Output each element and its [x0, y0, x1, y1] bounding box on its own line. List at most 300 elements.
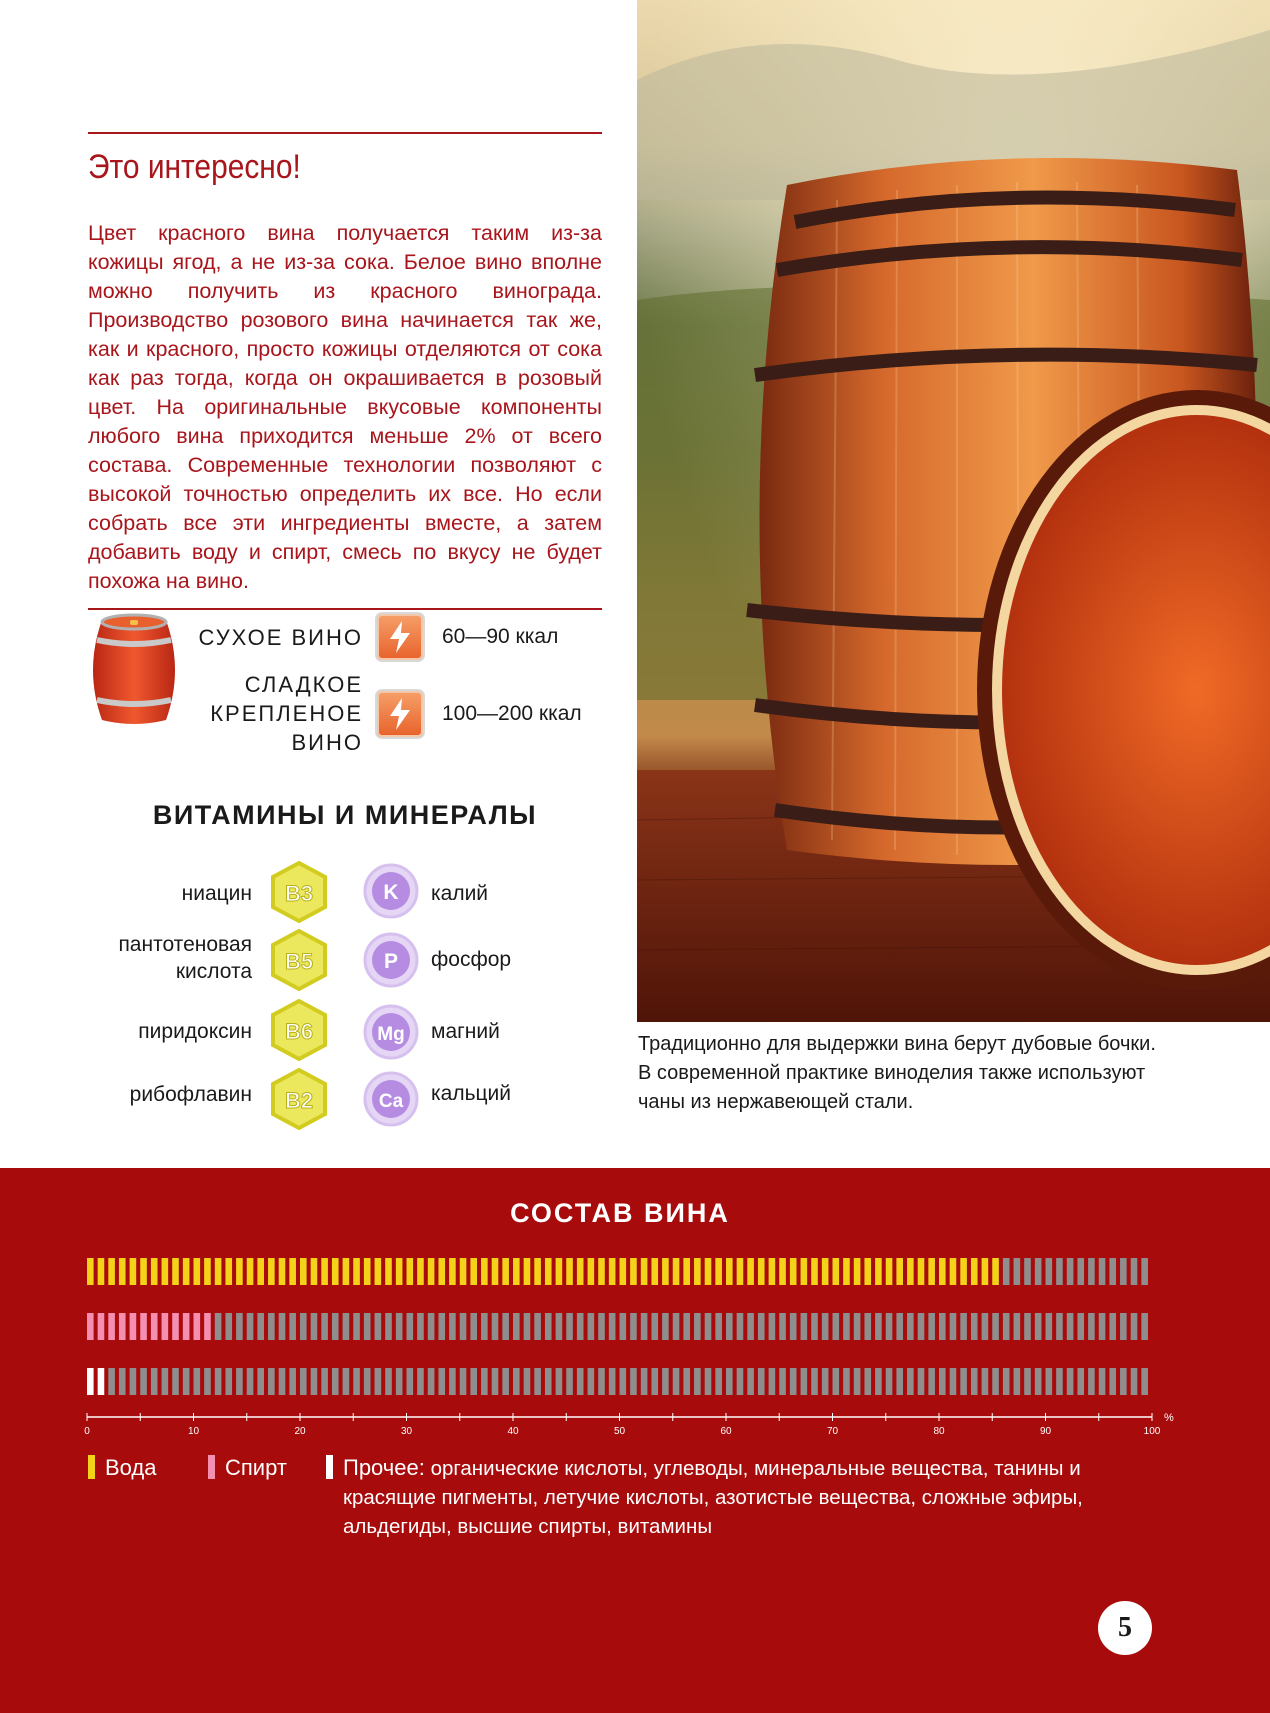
bar-segment-track [225, 1368, 232, 1395]
bar-segment-track [737, 1313, 744, 1340]
legend-other-description: органические кислоты, углеводы, минеральные вещества, танины и красящие пигменты, летучие кислоты, азотистые вещества, сложные эфиры, альдегиды, высшие спирты, витамины [343, 1457, 1083, 1538]
calorie-value: 100—200 ккал [442, 701, 582, 725]
bar-segment-track [982, 1313, 989, 1340]
bar-segment-track [524, 1313, 531, 1340]
bar-segment-track [822, 1368, 829, 1395]
bar-segment-filled [588, 1258, 595, 1285]
bar-segment-track [1109, 1258, 1116, 1285]
bar-segment-track [960, 1368, 967, 1395]
bar-segment-track [194, 1368, 201, 1395]
bar-segment-track [311, 1368, 318, 1395]
bar-segment-track [694, 1368, 701, 1395]
bar-segment-track [662, 1313, 669, 1340]
bar-segment-track [854, 1368, 861, 1395]
bar-segment-track [747, 1313, 754, 1340]
bar-segment-filled [630, 1258, 637, 1285]
bar-segment-filled [843, 1258, 850, 1285]
mineral-badge-p [362, 931, 420, 989]
bar-segment-track [769, 1368, 776, 1395]
bar-segment-track [1046, 1313, 1053, 1340]
bar-segment-filled [438, 1258, 445, 1285]
bar-segment-filled [183, 1258, 190, 1285]
bar-segment-track [1099, 1258, 1106, 1285]
bar-segment-track [130, 1368, 137, 1395]
bar-segment-filled [364, 1258, 371, 1285]
vitamin-badge-b6 [270, 999, 328, 1061]
bar-segment-filled [566, 1258, 573, 1285]
bar-segment-track [630, 1368, 637, 1395]
bar-segment-filled [332, 1258, 339, 1285]
bar-segment-filled [215, 1258, 222, 1285]
bar-segment-track [1056, 1258, 1063, 1285]
bar-segment-track [289, 1313, 296, 1340]
bar-segment-filled [449, 1258, 456, 1285]
bar-segment-filled [87, 1368, 94, 1395]
bar-segment-track [204, 1368, 211, 1395]
bar-segment-track [918, 1368, 925, 1395]
bar-segment-track [407, 1368, 414, 1395]
bar-segment-track [992, 1368, 999, 1395]
vitamins-title: ВИТАМИНЫ И МИНЕРАЛЫ [152, 800, 538, 830]
bar-segment-track [907, 1313, 914, 1340]
bar-segment-filled [343, 1258, 350, 1285]
bar-segment-track [758, 1368, 765, 1395]
bar-segment-track [225, 1313, 232, 1340]
bar-segment-track [1131, 1258, 1138, 1285]
bar-segment-track [630, 1313, 637, 1340]
bar-segment-track [364, 1368, 371, 1395]
bar-segment-track [353, 1313, 360, 1340]
bar-segment-track [673, 1313, 680, 1340]
bar-segment-track [215, 1313, 222, 1340]
bar-segment-track [1088, 1258, 1095, 1285]
calorie-value: 60—90 ккал [442, 625, 559, 648]
bar-segment-track [1056, 1313, 1063, 1340]
bar-segment-track [790, 1368, 797, 1395]
legend-alcohol-swatch [208, 1455, 215, 1479]
svg-text:B3: B3 [284, 881, 314, 906]
bar-segment-track [396, 1313, 403, 1340]
bar-segment-filled [875, 1258, 882, 1285]
bar-segment-filled [257, 1258, 264, 1285]
bar-segment-track [588, 1313, 595, 1340]
bar-segment-filled [119, 1313, 126, 1340]
bar-segment-track [907, 1368, 914, 1395]
bar-segment-track [1077, 1313, 1084, 1340]
bar-segment-track [460, 1368, 467, 1395]
bar-segment-track [492, 1368, 499, 1395]
bar-segment-track [428, 1313, 435, 1340]
bar-segment-track [513, 1313, 520, 1340]
calorie-label: СУХОЕ ВИНО [198, 624, 363, 650]
bar-segment-track [1046, 1368, 1053, 1395]
bar-alcohol [87, 1313, 1148, 1340]
bar-segment-filled [225, 1258, 232, 1285]
bar-segment-track [960, 1313, 967, 1340]
bar-segment-track [1003, 1258, 1010, 1285]
bar-segment-track [854, 1313, 861, 1340]
bar-segment-track [407, 1313, 414, 1340]
bar-segment-filled [204, 1313, 211, 1340]
bar-segment-track [1120, 1368, 1127, 1395]
bar-segment-track [1077, 1258, 1084, 1285]
bar-segment-filled [513, 1258, 520, 1285]
vitamin-badge-b5 [270, 929, 328, 991]
bar-segment-track [183, 1368, 190, 1395]
bar-segment-track [705, 1313, 712, 1340]
bar-segment-filled [151, 1258, 158, 1285]
bar-segment-track [896, 1313, 903, 1340]
bar-segment-filled [119, 1258, 126, 1285]
bar-segment-track [449, 1313, 456, 1340]
calorie-row-fortified [195, 670, 582, 757]
bar-segment-filled [960, 1258, 967, 1285]
bar-segment-track [705, 1368, 712, 1395]
bar-segment-track [1014, 1258, 1021, 1285]
bar-segment-track [417, 1368, 424, 1395]
bar-segment-filled [353, 1258, 360, 1285]
info-box [88, 132, 602, 610]
bar-segment-track [875, 1368, 882, 1395]
bar-segment-track [673, 1368, 680, 1395]
bar-segment-filled [769, 1258, 776, 1285]
svg-text:Ca: Ca [378, 1091, 404, 1112]
bar-segment-filled [556, 1258, 563, 1285]
bar-segment-filled [492, 1258, 499, 1285]
bar-segment-track [1141, 1368, 1148, 1395]
bar-segment-filled [737, 1258, 744, 1285]
bar-segment-track [598, 1368, 605, 1395]
bar-segment-filled [971, 1258, 978, 1285]
svg-text:P: P [383, 950, 399, 973]
bar-segment-track [822, 1313, 829, 1340]
x-tick-label: 20 [294, 1426, 306, 1437]
bar-segment-filled [236, 1258, 243, 1285]
bar-segment-track [886, 1368, 893, 1395]
bar-segment-filled [726, 1258, 733, 1285]
bar-segment-track [470, 1368, 477, 1395]
bar-segment-track [588, 1368, 595, 1395]
bar-segment-track [715, 1313, 722, 1340]
bar-segment-track [620, 1368, 627, 1395]
bar-segment-filled [247, 1258, 254, 1285]
vitamin-name: пиридоксин [138, 1020, 252, 1043]
bar-segment-track [1141, 1258, 1148, 1285]
bar-segment-filled [470, 1258, 477, 1285]
bar-segment-filled [758, 1258, 765, 1285]
bar-segment-track [1131, 1368, 1138, 1395]
bar-segment-track [577, 1313, 584, 1340]
bar-segment-track [300, 1313, 307, 1340]
bar-segment-track [566, 1368, 573, 1395]
bar-segment-track [332, 1368, 339, 1395]
bar-segment-track [620, 1313, 627, 1340]
bar-segment-track [598, 1313, 605, 1340]
bar-segment-filled [279, 1258, 286, 1285]
bar-segment-track [1077, 1368, 1084, 1395]
bar-segment-track [279, 1313, 286, 1340]
legend-water-swatch [88, 1455, 95, 1479]
bar-segment-filled [130, 1258, 137, 1285]
bar-segment-track [545, 1368, 552, 1395]
legend-other [326, 1453, 1143, 1541]
bar-segment-track [971, 1368, 978, 1395]
bar-segment-track [268, 1313, 275, 1340]
bar-segment-track [470, 1313, 477, 1340]
bar-segment-track [385, 1368, 392, 1395]
bar-segment-track [534, 1313, 541, 1340]
bar-segment-track [971, 1313, 978, 1340]
bar-segment-track [289, 1368, 296, 1395]
legend-other-swatch [326, 1455, 333, 1479]
bar-segment-filled [194, 1313, 201, 1340]
bar-segment-filled [598, 1258, 605, 1285]
bar-segment-track [236, 1368, 243, 1395]
vitamin-name: пантотеновая кислота [118, 933, 252, 983]
bar-segment-track [747, 1368, 754, 1395]
bar-segment-filled [87, 1258, 94, 1285]
bar-segment-track [833, 1313, 840, 1340]
bar-segment-track [950, 1368, 957, 1395]
bar-segment-track [609, 1313, 616, 1340]
bar-segment-track [683, 1368, 690, 1395]
bar-segment-track [151, 1368, 158, 1395]
bar-segment-filled [108, 1313, 115, 1340]
bar-segment-track [343, 1313, 350, 1340]
calorie-row-dry [195, 612, 558, 662]
bar-segment-track [247, 1368, 254, 1395]
bar-segment-track [641, 1368, 648, 1395]
bar-segment-filled [705, 1258, 712, 1285]
bar-other [87, 1368, 1148, 1395]
bar-segment-filled [683, 1258, 690, 1285]
page-number: 5 [1098, 1601, 1152, 1655]
bar-segment-track [928, 1313, 935, 1340]
bar-segment-track [1141, 1313, 1148, 1340]
bar-segment-filled [87, 1313, 94, 1340]
bar-segment-track [1014, 1313, 1021, 1340]
composition-chart [0, 1168, 1270, 1437]
bar-segment-track [918, 1313, 925, 1340]
bar-segment-track [1099, 1368, 1106, 1395]
bar-segment-filled [907, 1258, 914, 1285]
bar-segment-track [1120, 1258, 1127, 1285]
legend-alcohol [208, 1453, 287, 1482]
bar-segment-track [1088, 1368, 1095, 1395]
bar-segment-track [1120, 1313, 1127, 1340]
bar-segment-track [769, 1313, 776, 1340]
x-tick-label: 10 [187, 1426, 200, 1437]
bar-segment-track [556, 1368, 563, 1395]
bar-segment-filled [982, 1258, 989, 1285]
bar-segment-filled [577, 1258, 584, 1285]
bar-segment-filled [385, 1258, 392, 1285]
bar-segment-track [353, 1368, 360, 1395]
legend-other-text [343, 1453, 1143, 1541]
svg-text:B6: B6 [284, 1019, 314, 1044]
bar-segment-filled [609, 1258, 616, 1285]
bar-segment-filled [98, 1313, 105, 1340]
bar-segment-track [577, 1368, 584, 1395]
mineral-name: калий [431, 882, 489, 905]
bar-segment-track [1035, 1313, 1042, 1340]
bar-segment-track [651, 1368, 658, 1395]
bar-segment-filled [545, 1258, 552, 1285]
legend-water-label: Вода [105, 1455, 157, 1480]
info-bottom-rule [88, 608, 602, 610]
vitamin-badge-b2 [270, 1068, 328, 1130]
bar-segment-track [1056, 1368, 1063, 1395]
bar-segment-track [481, 1368, 488, 1395]
bar-segment-filled [289, 1258, 296, 1285]
bar-segment-track [140, 1368, 147, 1395]
bar-segment-filled [864, 1258, 871, 1285]
vitamin-name: рибофлавин [129, 1083, 252, 1106]
bar-segment-track [779, 1313, 786, 1340]
bar-segment-track [481, 1313, 488, 1340]
bar-segment-filled [162, 1258, 169, 1285]
bar-segment-filled [662, 1258, 669, 1285]
mineral-badge-k [362, 862, 420, 920]
x-tick-label: 90 [1039, 1426, 1052, 1437]
bar-segment-track [1014, 1368, 1021, 1395]
bar-segment-track [1024, 1368, 1031, 1395]
barrel-illustration [88, 614, 180, 726]
bar-segment-track [1003, 1368, 1010, 1395]
bar-segment-track [1067, 1368, 1074, 1395]
bar-segment-track [609, 1368, 616, 1395]
bar-segment-filled [204, 1258, 211, 1285]
bar-segment-filled [896, 1258, 903, 1285]
bar-segment-track [790, 1313, 797, 1340]
bar-segment-track [1035, 1258, 1042, 1285]
bar-segment-track [545, 1313, 552, 1340]
bar-segment-filled [801, 1258, 808, 1285]
bar-segment-track [651, 1313, 658, 1340]
vitamin-name: ниацин [181, 882, 252, 905]
energy-bolt-icon [375, 612, 425, 662]
bar-segment-track [715, 1368, 722, 1395]
bar-segment-filled [321, 1258, 328, 1285]
bar-segment-track [1046, 1258, 1053, 1285]
bar-segment-track [566, 1313, 573, 1340]
svg-text:Mg: Mg [377, 1024, 405, 1045]
bar-segment-filled [396, 1258, 403, 1285]
bar-segment-track [215, 1368, 222, 1395]
x-tick-label: 70 [826, 1426, 839, 1437]
bar-segment-track [492, 1313, 499, 1340]
bar-segment-track [950, 1313, 957, 1340]
x-tick-label: 50 [613, 1426, 626, 1437]
bar-segment-filled [886, 1258, 893, 1285]
mineral-badge-ca [362, 1070, 420, 1128]
legend-water [88, 1453, 157, 1482]
bar-segment-filled [950, 1258, 957, 1285]
bar-segment-track [992, 1313, 999, 1340]
bar-segment-track [321, 1313, 328, 1340]
bar-segment-track [939, 1368, 946, 1395]
bar-segment-track [257, 1313, 264, 1340]
x-unit-label: % [1164, 1412, 1174, 1424]
bar-segment-track [939, 1313, 946, 1340]
bar-segment-track [694, 1313, 701, 1340]
bar-segment-track [758, 1313, 765, 1340]
bar-segment-filled [268, 1258, 275, 1285]
info-top-rule [88, 132, 602, 134]
legend-other-label: Прочее: [343, 1455, 425, 1480]
vitamin-badge-b3 [270, 861, 328, 923]
bar-segment-track [982, 1368, 989, 1395]
x-tick-label: 60 [720, 1426, 732, 1437]
bar-segment-filled [194, 1258, 201, 1285]
bar-segment-track [928, 1368, 935, 1395]
bar-segment-filled [854, 1258, 861, 1285]
mineral-name: кальций [431, 1082, 512, 1105]
bar-segment-track [1035, 1368, 1042, 1395]
bar-segment-filled [992, 1258, 999, 1285]
svg-text:B5: B5 [284, 949, 314, 974]
bar-segment-track [332, 1313, 339, 1340]
bar-segment-track [502, 1368, 509, 1395]
legend-alcohol-label: Спирт [225, 1455, 287, 1480]
bar-segment-track [1024, 1258, 1031, 1285]
calorie-label: СЛАДКОЕ КРЕПЛЕНОЕ ВИНО [210, 672, 363, 755]
x-tick-label: 0 [84, 1426, 90, 1437]
bar-segment-track [172, 1368, 179, 1395]
bar-segment-track [449, 1368, 456, 1395]
bar-segment-track [556, 1313, 563, 1340]
bar-segment-filled [98, 1368, 105, 1395]
bar-segment-filled [140, 1313, 147, 1340]
bar-segment-filled [108, 1258, 115, 1285]
bar-segment-track [311, 1313, 318, 1340]
bar-segment-track [1099, 1313, 1106, 1340]
bar-segment-filled [130, 1313, 137, 1340]
composition-section [0, 1168, 1270, 1713]
x-tick-label: 100 [1143, 1426, 1161, 1437]
bar-segment-track [364, 1313, 371, 1340]
mineral-name: магний [431, 1020, 500, 1043]
bar-segment-filled [172, 1258, 179, 1285]
bar-segment-track [726, 1368, 733, 1395]
bar-segment-filled [534, 1258, 541, 1285]
bar-segment-track [375, 1368, 382, 1395]
bar-segment-filled [311, 1258, 318, 1285]
composition-title: СОСТАВ ВИНА [510, 1198, 730, 1228]
bar-segment-track [428, 1368, 435, 1395]
bar-segment-filled [822, 1258, 829, 1285]
bar-segment-filled [833, 1258, 840, 1285]
bar-segment-track [385, 1313, 392, 1340]
bar-segment-filled [811, 1258, 818, 1285]
bar-segment-track [1024, 1313, 1031, 1340]
bar-segment-track [119, 1368, 126, 1395]
info-body: Цвет красного вина получается таким из-за кожицы ягод, а не из-за сока. Белое вино вполне можно получить из красного винограда. Производство розового вина начинается так же, как и красного, просто кожицы отделяются от сока как раз тогда, когда он окрашивается в розовый цвет. На оригинальные вкусовые компоненты любого вина приходится меньше 2% от всего состава. Современные технологии позволяют с высокой точностью определить их все. Но если собрать все эти ингредиенты вместе, а затем добавить воду и спирт, смесь по вкусу не будет похожа на вино. [88, 221, 602, 593]
x-tick-label: 40 [507, 1426, 519, 1437]
bar-segment-filled [651, 1258, 658, 1285]
bar-segment-filled [481, 1258, 488, 1285]
wine-barrels-photo [637, 0, 1270, 1022]
bar-segment-track [417, 1313, 424, 1340]
bar-segment-track [1003, 1313, 1010, 1340]
bar-segment-track [524, 1368, 531, 1395]
bar-segment-track [683, 1313, 690, 1340]
bar-segment-track [864, 1313, 871, 1340]
bar-segment-filled [140, 1258, 147, 1285]
bar-segment-filled [300, 1258, 307, 1285]
bar-segment-track [726, 1313, 733, 1340]
bar-segment-track [375, 1313, 382, 1340]
